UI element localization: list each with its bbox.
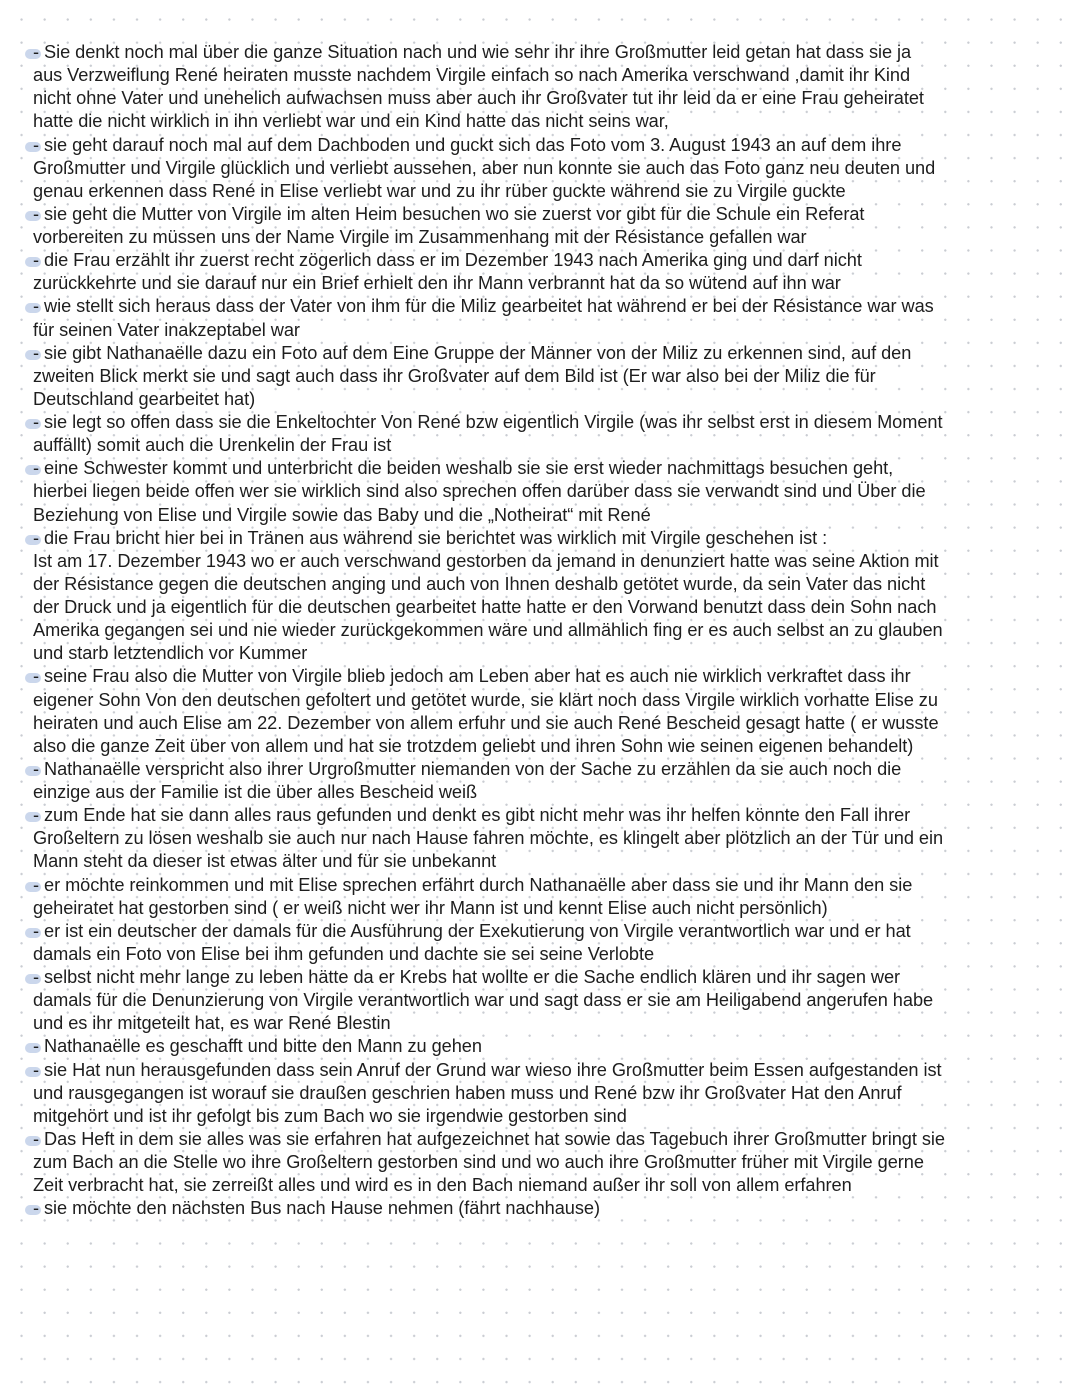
line-text: - Nathanaëlle es geschafft und bitte den Mann zu gehen xyxy=(33,1036,482,1057)
text-line xyxy=(33,827,1073,850)
text-line xyxy=(33,1151,1073,1174)
text-line xyxy=(33,781,1073,804)
text-line xyxy=(33,550,1073,573)
bullet-line xyxy=(33,1128,1073,1151)
bullet-line xyxy=(33,920,1073,943)
line-text: Beziehung von Elise und Virgile sowie das Baby und die „Notheirat“ mit René xyxy=(33,504,651,525)
text-line xyxy=(33,434,1073,457)
line-text: hierbei liegen beide offen wer sie wirklich sind also sprechen offen darüber dass sie verwandt sind und Über die xyxy=(33,481,926,502)
line-text: - selbst nicht mehr lange zu leben hätte da er Krebs hat wollte er die Sache endlich klären und ihr sagen wer xyxy=(33,967,901,987)
text-line xyxy=(33,388,1073,411)
line-text: Mann steht da dieser ist etwas älter und für sie unbekannt xyxy=(33,851,497,872)
line-text: - sie gibt Nathanaëlle dazu ein Foto auf dem Eine Gruppe der Männer von der Miliz zu erkennen sind, auf den xyxy=(33,342,912,363)
text-line xyxy=(33,712,1073,735)
line-text: Großeltern zu lösen weshalb sie auch nur nach Hause fahren möchte, es klingelt aber plötzlich an der Tür und ein xyxy=(33,828,944,849)
bullet-line xyxy=(33,1035,1073,1058)
line-text: heiraten und auch Elise am 22. Dezember von allem erfuhr und sie auch René Bescheid gesagt hatte ( er wusste xyxy=(33,712,939,733)
text-line xyxy=(33,689,1073,712)
text-line xyxy=(33,642,1073,665)
text-line xyxy=(33,226,1073,249)
line-text: - Nathanaëlle verspricht also ihrer Urgroßmutter niemanden von der Sache zu erzählen da sie auch noch die xyxy=(33,758,902,779)
line-text: nicht ohne Vater und unehelich aufwachsen muss aber auch ihr Großvater tut ihr leid da er eine Frau geheiratet xyxy=(33,88,924,109)
line-text: - Das Heft in dem sie alles was sie erfahren hat aufgezeichnet hat sowie das Tagebuch ihrer Großmutter bringt sie xyxy=(33,1128,945,1149)
bullet-line xyxy=(33,874,1073,897)
text-line xyxy=(33,573,1073,596)
line-text: - sie geht darauf noch mal auf dem Dachboden und guckt sich das Foto vom 3. August 1943 an auf dem ihre xyxy=(33,134,902,155)
line-text: und rausgegangen ist worauf sie draußen geschrien haben muss und René bzw ihr Großvater Hat den Anruf xyxy=(33,1082,902,1103)
bullet-line xyxy=(33,411,1073,434)
line-text: zweiten Blick merkt sie und sagt auch dass ihr Großvater auf dem Bild ist (Er war also bei der Miliz die für xyxy=(33,365,876,386)
text-line xyxy=(33,319,1073,342)
bullet-line xyxy=(33,203,1073,226)
line-text: - sie möchte den nächsten Bus nach Hause nehmen (fährt nachhause) xyxy=(33,1198,600,1219)
line-text: einzige aus der Familie ist die über alles Bescheid weiß xyxy=(33,782,478,802)
text-line xyxy=(33,619,1073,642)
line-text: zurückkehrte und sie darauf nur ein Brief erhielt den ihr Mann verbrannt hat da so wütend auf ihn war xyxy=(33,273,841,294)
line-text: - eine Schwester kommt und unterbricht die beiden weshalb sie sie erst wieder nachmittags besuchen geht, xyxy=(33,458,894,479)
text-line xyxy=(33,504,1073,527)
line-text: - die Frau bricht hier bei in Tränen aus während sie berichtet was wirklich mit Virgile geschehen ist : xyxy=(33,527,828,548)
text-line xyxy=(33,1105,1073,1128)
text-line xyxy=(33,1082,1073,1105)
bullet-line xyxy=(33,758,1073,781)
line-text: für seinen Vater inakzeptabel war xyxy=(33,319,300,340)
line-text: - Sie denkt noch mal über die ganze Situation nach und wie sehr ihr ihre Großmutter leid getan hat dass sie ja xyxy=(33,42,912,62)
line-text: auffällt) somit auch die Urenkelin der Frau ist xyxy=(33,435,392,456)
bullet-line xyxy=(33,134,1073,157)
text-line xyxy=(33,157,1073,180)
line-text: - sie geht die Mutter von Virgile im alten Heim besuchen wo sie zuerst vor gibt für die Schule ein Referat xyxy=(33,203,865,224)
line-text: vorbereiten zu müssen uns der Name Virgile im Zusammenhang mit der Résistance gefallen war xyxy=(33,227,807,247)
line-text: Deutschland gearbeitet hat) xyxy=(33,388,256,409)
line-text: und starb letztendlich vor Kummer xyxy=(33,643,308,664)
text-line xyxy=(33,596,1073,619)
bullet-line xyxy=(33,665,1073,688)
bullet-line xyxy=(33,1059,1073,1082)
line-text: genau erkennen dass René in Elise verliebt war und zu ihr rüber guckte während sie zu Virgile guckte xyxy=(33,180,846,201)
line-text: - seine Frau also die Mutter von Virgile blieb jedoch am Leben aber hat es auch nie wirklich verkraftet dass ihr xyxy=(33,666,911,687)
line-text: - die Frau erzählt ihr zuerst recht zögerlich dass er im Dezember 1943 nach Amerika ging und darf nicht xyxy=(33,250,862,271)
line-text: - sie legt so offen dass sie die Enkeltochter Von René bzw eigentlich Virgile (was ihr selbst erst in diesem Moment xyxy=(33,412,943,432)
text-line xyxy=(33,1174,1073,1197)
text-line xyxy=(33,480,1073,503)
line-text: Großmutter und Virgile glücklich und verliebt aussehen, aber nun konnte sie auch das Foto ganz neu deuten und xyxy=(33,157,936,178)
line-text: zum Bach an die Stelle wo ihre Großeltern gestorben sind und wo auch ihre Großmutter früher mit Virgile gerne xyxy=(33,1152,924,1172)
line-text: hatte die nicht wirklich in ihn verliebt war und ein Kind hatte das nicht seins war, xyxy=(33,111,669,132)
note-document xyxy=(33,41,1073,1220)
line-text: der Résistance gegen die deutschen anging und auch von Ihnen deshalb getötet wurde, da sein Vater das nicht xyxy=(33,573,926,594)
bullet-line xyxy=(33,342,1073,365)
line-text: damals für die Denunzierung von Virgile verantwortlich war und sagt dass er sie am Heiligabend angerufen habe xyxy=(33,990,934,1011)
text-line xyxy=(33,87,1073,110)
text-line xyxy=(33,365,1073,388)
bullet-line xyxy=(33,295,1073,318)
line-text: - er ist ein deutscher der damals für die Ausführung der Exekutierung von Virgile verantwortlich war und er hat xyxy=(33,920,911,941)
line-text: eigener Sohn Von den deutschen gefoltert und getötet wurde, sie klärt noch dass Virgile wirklich vorhatte Elise zu xyxy=(33,689,938,710)
text-line xyxy=(33,897,1073,920)
text-line xyxy=(33,989,1073,1012)
bullet-line xyxy=(33,457,1073,480)
line-text: aus Verzweiflung René heiraten musste nachdem Virgile einfach so nach Amerika verschwand ,damit ihr Kind xyxy=(33,65,911,86)
line-text: - zum Ende hat sie dann alles raus gefunden und denkt es gibt nicht mehr was ihr helfen könnte den Fall ihrer xyxy=(33,805,911,826)
line-text: - sie Hat nun herausgefunden dass sein Anruf der Grund war wieso ihre Großmutter beim Essen aufgestanden ist xyxy=(33,1059,942,1080)
line-text: - wie stellt sich heraus dass der Vater von ihm für die Miliz gearbeitet hat während er bei der Résistance war was xyxy=(33,296,934,317)
line-text: Ist am 17. Dezember 1943 wo er auch verschwand gestorben da jemand in denunziert hatte was seine Aktion mit xyxy=(33,550,939,571)
line-text: also die ganze Zeit über von allem und hat sie trotzdem geliebt und ihren Sohn wie seinen eigenen behandelt) xyxy=(33,735,914,756)
bullet-line xyxy=(33,804,1073,827)
text-line xyxy=(33,110,1073,133)
text-line xyxy=(33,735,1073,758)
bullet-line xyxy=(33,527,1073,550)
line-text: mitgehört und ist ihr gefolgt bis zum Bach wo sie irgendwie gestorben sind xyxy=(33,1105,627,1126)
line-text: der Druck und ja eigentlich für die deutschen gearbeitet hatte hatte er den Vorwand benutzt dass dein Sohn nach xyxy=(33,597,937,617)
bullet-line xyxy=(33,41,1073,64)
bullet-line xyxy=(33,249,1073,272)
line-text: - er möchte reinkommen und mit Elise sprechen erfährt durch Nathanaëlle aber dass sie und ihr Mann den sie xyxy=(33,874,913,895)
line-text: Zeit verbracht hat, sie zerreißt alles und wird es in den Bach niemand außer ihr soll von allem erfahren xyxy=(33,1175,852,1196)
text-line xyxy=(33,850,1073,873)
bullet-line xyxy=(33,966,1073,989)
text-line xyxy=(33,180,1073,203)
text-line xyxy=(33,64,1073,87)
text-line xyxy=(33,1012,1073,1035)
text-line xyxy=(33,272,1073,295)
line-text: damals ein Foto von Elise bei ihm gefunden und dachte sie sei seine Verlobte xyxy=(33,943,655,964)
bullet-line xyxy=(33,1197,1073,1220)
line-text: und es ihr mitgeteilt hat, es war René Blestin xyxy=(33,1013,391,1034)
line-text: Amerika gegangen sei und nie wieder zurückgekommen wäre und allmählich fing er es auch selbst an zu glauben xyxy=(33,620,943,641)
text-line xyxy=(33,943,1073,966)
line-text: geheiratet hat gestorben sind ( er weiß nicht wer ihr Mann ist und kennt Elise auch nicht persönlich) xyxy=(33,897,828,918)
